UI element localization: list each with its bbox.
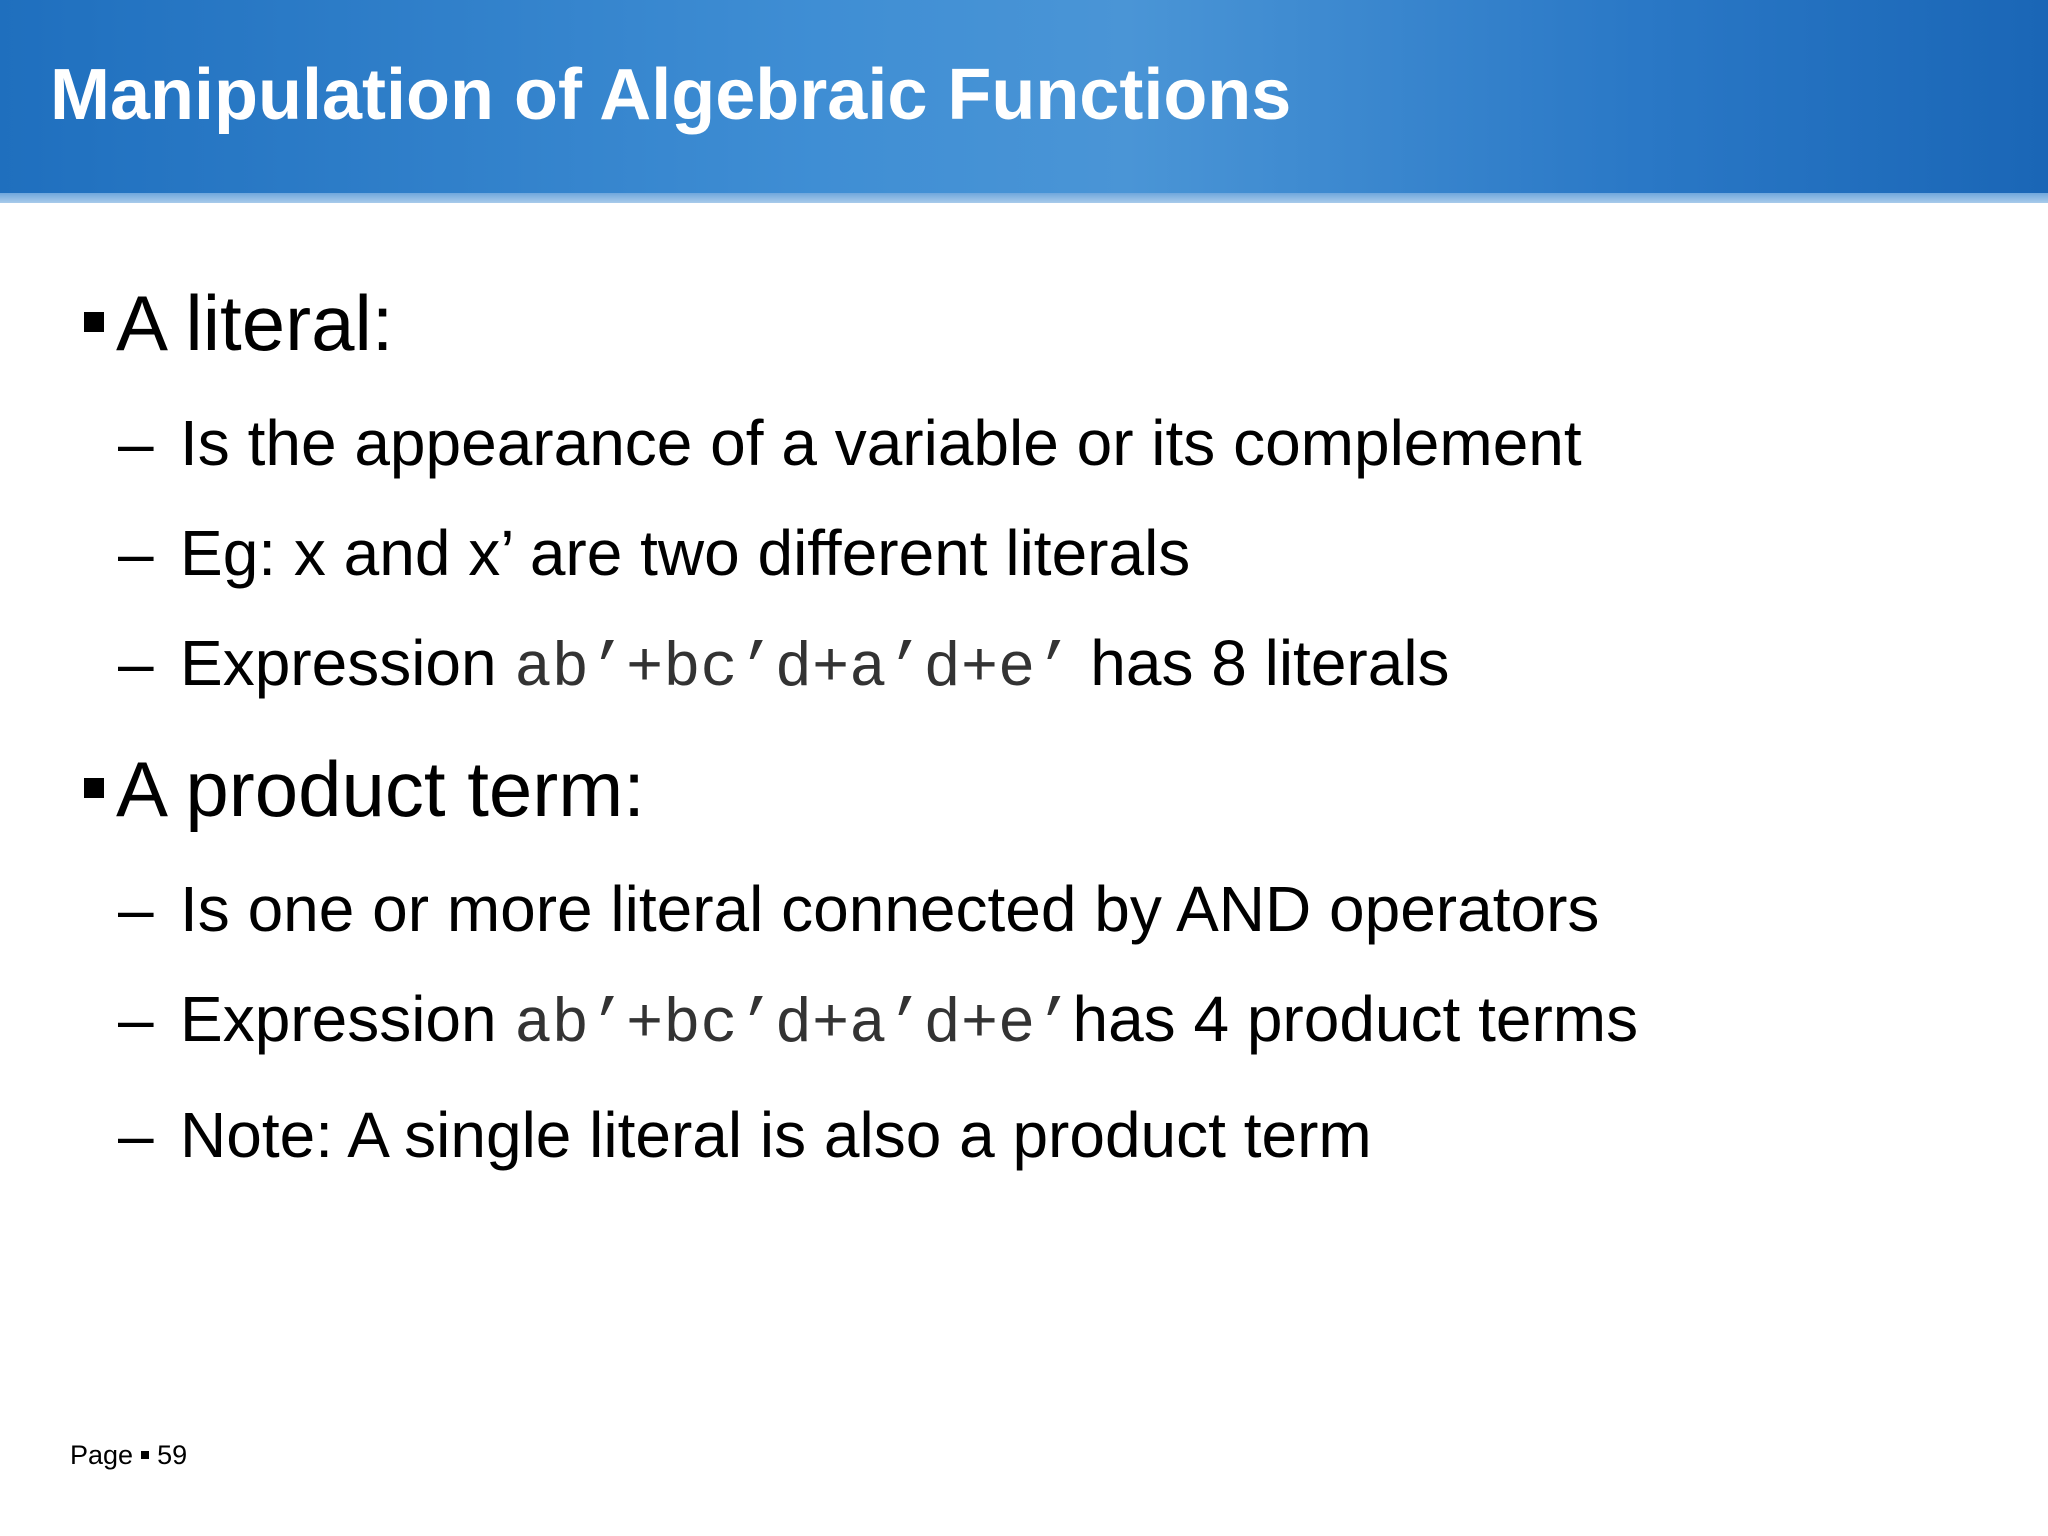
dash-icon: –	[118, 627, 154, 699]
sub-bullet-text: Is the appearance of a variable or its complement	[180, 407, 1582, 479]
boolean-expression: ab’+bc’d+a’d+e’	[514, 633, 1073, 704]
sub-bullet-prefix: Expression	[180, 983, 497, 1055]
sub-bullet	[118, 1098, 1372, 1172]
sub-bullet-suffix: has 8 literals	[1090, 627, 1450, 699]
sub-bullet-text: Note: A single literal is also a product term	[180, 1099, 1372, 1171]
bullet-heading: A product term:	[116, 745, 645, 833]
slide-title: Manipulation of Algebraic Functions	[50, 55, 1292, 135]
dash-icon: –	[118, 983, 154, 1055]
boolean-expression: ab’+bc’d+a’d+e’	[514, 989, 1073, 1060]
sub-bullet-prefix: Expression	[180, 627, 497, 699]
sub-bullet-suffix: has 4 product terms	[1072, 983, 1639, 1055]
bullet-literal	[84, 278, 393, 369]
sub-bullet-text: Eg: x and x’ are two different literals	[180, 517, 1191, 589]
bullet-heading: A literal:	[116, 279, 394, 367]
dash-icon: –	[118, 517, 154, 589]
page-footer	[70, 1440, 187, 1471]
sub-bullet	[118, 872, 1599, 946]
sub-bullet	[118, 626, 1450, 704]
dash-icon: –	[118, 873, 154, 945]
bullet-product-term	[84, 744, 645, 835]
page-number: 59	[157, 1440, 188, 1470]
square-separator-icon	[141, 1451, 149, 1459]
page-label: Page	[70, 1440, 134, 1470]
sub-bullet	[118, 516, 1190, 590]
sub-bullet	[118, 406, 1582, 480]
square-bullet-icon	[84, 778, 104, 798]
title-bar	[0, 0, 2048, 203]
dash-icon: –	[118, 407, 154, 479]
square-bullet-icon	[84, 312, 104, 332]
sub-bullet	[118, 982, 1638, 1060]
sub-bullet-text: Is one or more literal connected by AND operators	[180, 873, 1600, 945]
dash-icon: –	[118, 1099, 154, 1171]
